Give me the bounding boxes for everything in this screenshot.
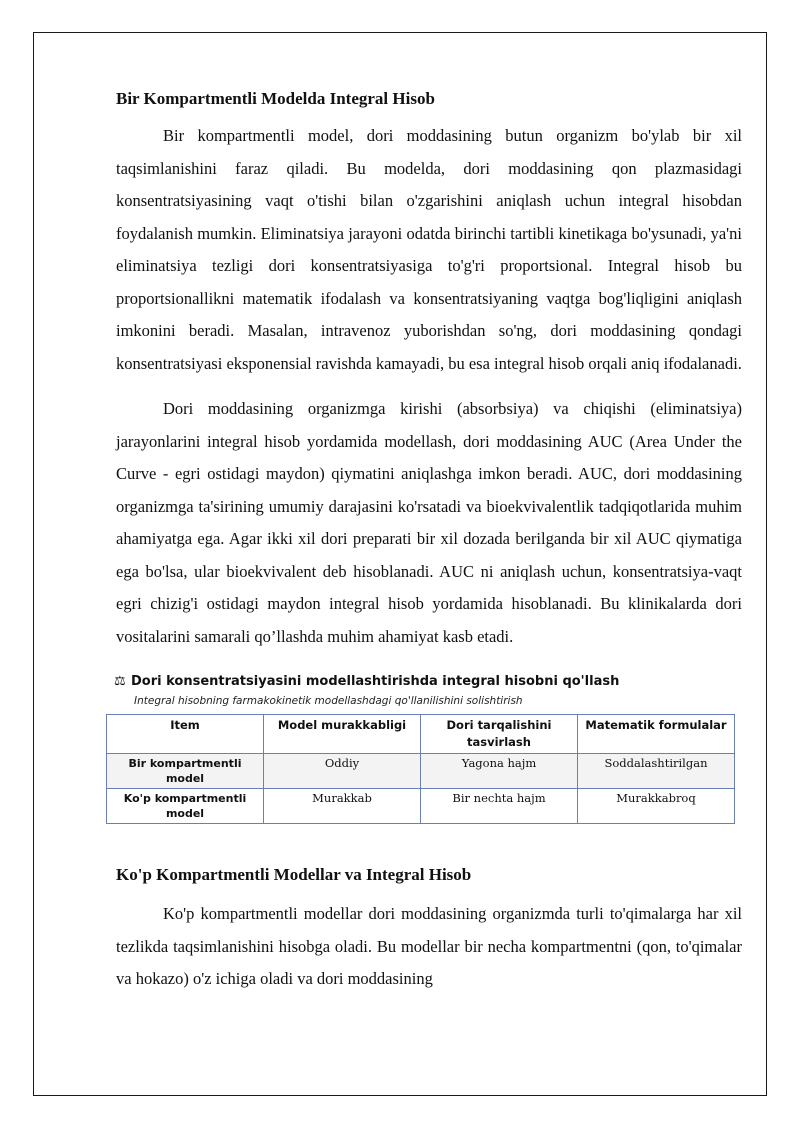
spacer [116,824,742,864]
table-cell: Bir kompartmentli model [107,754,264,789]
table-row [107,754,735,789]
document-body [116,88,742,996]
paragraph-one-compartment: Bir kompartmentli model, dori moddasining butun organizm bo'ylab bir xil taqsimlanishini faraz qiladi. Bu modelda, dori moddasining qon plazmasidagi konsentratsiyasining vaqt o'tishi bilan o'zgarishini aniqlash uchun integral hisobdan foydalanish mumkin. Eliminatsiya jarayoni odatda birinchi tartibli kinetikaga bo'ysunadi, ya'ni eliminatsiya tezligi dori konsentratsiyasiga to'g'ri proportsional. Integral hisob bu proportsionallikni matematik ifodalash va konsentratsiyaning vaqtga bog'liqligini aniqlash imkonini beradi. Masalan, intravenoz yuborishdan so'ng, dori moddasining qondagi konsentratsiyasi eksponensial ravishda kamayadi, bu esa integral hisob orqali aniq ifodalanadi. [116,126,742,373]
table-header-cell: Item [107,715,264,754]
comparison-table [106,714,735,824]
paragraph-auc: Dori moddasining organizmga kirishi (absorbsiya) va chiqishi (eliminatsiya) jarayonlarini integral hisob yordamida modellash, dori moddasining AUC (Area Under the Curve - egri ostidagi maydon) qiymatini aniqlashga imkon beradi. AUC, dori moddasining organizmga ta'sirining umumiy darajasini ko'rsatadi va bioekvivalentlik tadqiqotlarida muhim ahamiyatga ega. Agar ikki xil dori preparati bir xil dozada berilganda bir xil AUC qiymatiga ega bo'lsa, ular bioekvivalent deb hisoblanadi. AUC ni aniqlash uchun, konsentratsiya-vaqt egri chizig'i ostidagi maydon integral hisob yordamida hisoblanadi. Bu klinikalarda dori vositalarini samarali qo’llashda muhim ahamiyat kasb etadi. [116,399,742,646]
table-cell: Murakkab [264,789,421,824]
section-heading-one-compartment: Bir Kompartmentli Modelda Integral Hisob [116,89,435,108]
table-header-cell: Matematik formulalar [578,715,735,754]
table-caption [114,673,742,691]
table-cell: Ko'p kompartmentli model [107,789,264,824]
table-header-row [107,715,735,754]
section-heading-multi-compartment: Ko'p Kompartmentli Modellar va Integral Hisob [116,865,472,884]
table-cell: Yagona hajm [421,754,578,789]
table-cell: Bir nechta hajm [421,789,578,824]
table-header-cell: Dori tarqalishini tasvirlash [421,715,578,754]
paragraph-multi-compartment: Ko'p kompartmentli modellar dori moddasining organizmda turli to'qimalarga har xil tezlikda taqsimlanishini hisobga oladi. Bu modellar bir necha kompartmentni (qon, to'qimalar va hokazo) o'z ichiga oladi va dori moddasining [116,904,742,988]
table-subcaption: Integral hisobning farmakokinetik modellashdagi qo'llanilishini solishtirish [134,695,523,707]
table-cell: Soddalashtirilgan [578,754,735,789]
table-cell: Murakkabroq [578,789,735,824]
table-row [107,789,735,824]
table-cell: Oddiy [264,754,421,789]
table-caption-text: Dori konsentratsiyasini modellashtirishda integral hisobni qo'llash [131,674,620,689]
table-header-cell: Model murakkabligi [264,715,421,754]
scale-icon: ⚖ [114,674,126,689]
